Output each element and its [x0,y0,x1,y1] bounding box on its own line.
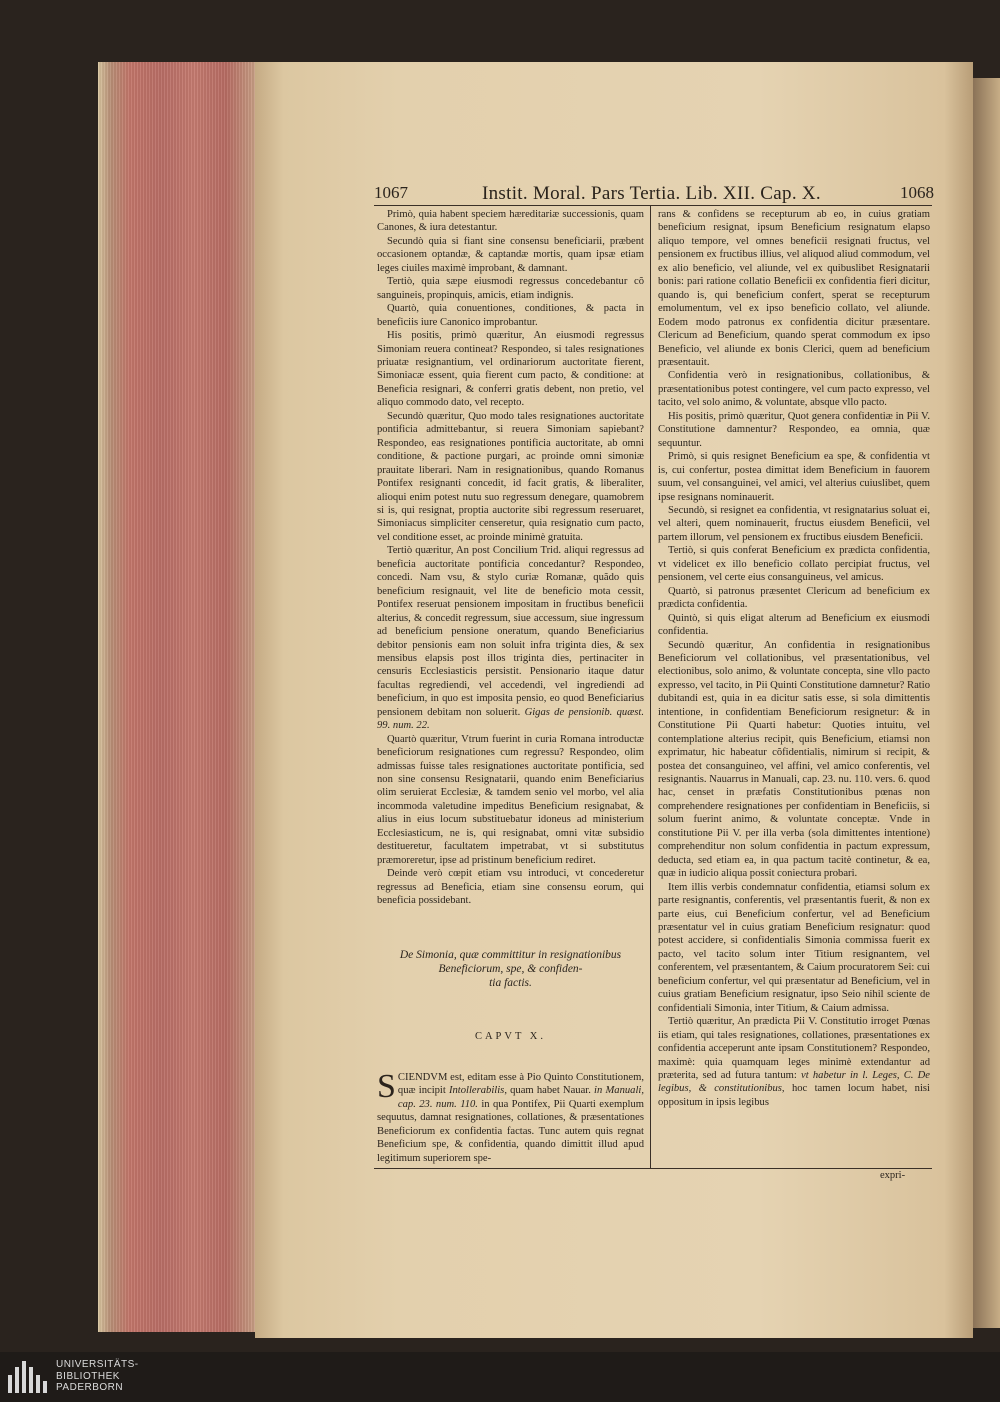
paragraph-text: in qua Pontifex, Pii Quarti exemplum sequutus, damnat resignationes, collationes, & præsentationes Beneficiorum ex confidentia factas. Tunc autem quis regnat Beneficium spe, & confidentia, quando dimittit illud apud legitimum superiorem spe- [377,1098,644,1164]
paragraph: Primò, si quis resignet Beneficium ea spe, & confidentia vt is, cui confertur, postea dimittat idem Beneficium in fauorem suum, vel consanguinei, vel amici, vel alterius cuiuslibet, quem ipse resignans nominauerit. [658,451,930,503]
library-footer [0,1352,1000,1402]
paragraph: Secundò quæritur, An confidentia in resignationibus Beneficiorum vel collationibus, vel præsentationibus, vel electionibus, solo animo, & voluntate concepta, sine vllo pacto expresso, vel tacito, in Pii Quinti Constitutione damnetur? Ratio dubitandi est, quia in ea dicitur satis esse, si sola dimittentis intentione, in confidentiam Beneficiorum resignetur: & in Constitutione Pii Quarti habetur: Quoties intuitu, vel contemplatione alterius recipit, quis Beneficium, etiamsi non exprimatur, hic habeatur cõfidentialis, nimirum si recipit, & postea det consanguineo, vel affini, vel amico conferentis, vel resignantis. Nauarrus in Manuali, cap. 23. nu. 110. vers. 6. quod hac, censet in præfatis Constitutionibus pœnas non comprehendere resignationes per confidentiam in Beneficiis, si solum fuerint animo, & voluntate conceptæ. Vnde in constitutione Pii V. per illa verba (sola dimittentes intentione) comprehenditur non solum confidentia in pactum expressum, deducta, sed etiam ea, in qua pactum tacitè continetur, & ea, quæ in iudicio aliqua possit coniectura probari. [658,639,930,880]
chapter-opening-paragraph [377,1068,644,1165]
library-name-line: PADERBORN [56,1382,124,1393]
library-name-line: BIBLIOTHEK [56,1370,120,1382]
paragraph: Deinde verò cœpit etiam vsu introduci, vt concederetur regressus ad Beneficia, etiam sine consensu eorum, qui beneficia possidebant. [377,868,644,907]
facing-page-edge [973,78,1000,1328]
paragraph: Secundò quæritur, Quo modo tales resignationes auctoritate pontificia admittebantur, si reuera Simoniam sapiebant? Respondeo, eas resignationes pontificia auctoritate, ab omni conditione, & pactione purgari, ac proinde omni simoniæ prauitate liberari. Nam in resignationibus, quando Romanus Pontifex resignanti concedit, id facit gratis, & liberaliter, alioqui enim potest nutu suo regressum denegare, quamobrem si is, qui resignat, proptia auctorite sibi regressum reseruaret, Simoniacus simpliciter censeretur, quia resignatio cum pacto, vel conditione esset, ac proinde minimè gratuita. [377,410,644,543]
running-title: Instit. Moral. Pars Tertia. Lib. XII. Cap. X. [482,183,821,204]
paragraph: Secundò quia si fiant sine consensu beneficiarii, præbent occasionem optandæ, & captandæ mortis, quam ipsæ etiam leges ciuiles maximè improbant, & damnant. [377,235,644,274]
column-divider [650,206,651,1168]
section-heading [377,948,644,990]
paragraph-text: Tertiò quæritur, An prædicta Pii V. Constitutio irroget Pœnas iis etiam, qui tales resignationes, collationes, præsentationes ex confidentia acceperunt ante ipsam Constitutionem? Respondeo, maximè: quia quamquam leges minimè extendantur ad præterita, sed ad futura tantum: [658,1016,930,1081]
library-logo-icon [8,1361,52,1393]
paragraph: Primò, quia habent speciem hæreditariæ successionis, quam Canones, & iura detestantur. [377,209,644,234]
paragraph: rans & confidens se recepturum ab eo, in cuius gratiam beneficium resignat, ipsum Beneficium resignatum elapso aliquo tempore, vel omnes beneficii resignati fructus, vel pensionem ex fructibus illius, vel aliquod aliud commodum, vel ex alio beneficio, vel aliunde, vel ex quibuslibet Resignatarii bonis: pari ratione collatio Beneficii ex confidentia fieri dicitur, quando is, qui beneficium confert, sperat se recepturum emolumentum, vel ex ipso beneficio collato, vel aliunde. Eodem modo patronus ex confidentia dicitur præsentare. Clericum ad Beneficium, quando sperat commodum ex ipso Beneficio, vel aliunde ex bonis Clerici, quem ad beneficium præsentauit. [658,209,930,368]
text-frame [374,205,932,1169]
drop-cap: S [377,1068,396,1106]
catchword: expri- [880,1170,906,1181]
paragraph-text: , quam habet Nauar. [504,1085,595,1097]
paragraph-text: hoc tamen locum habet, nisi oppositum in ipsis legibus [658,1083,930,1108]
page-number-right: 1068 [900,183,934,202]
paragraph: Tertiò, si quis conferat Beneficium ex prædicta confidentia, vt videlicet ex illo beneficio collato percipiat fructus, vel pensionem, vel certe eius consanguineus, vel amicus. [658,545,930,584]
page-edge-texture [98,62,258,1332]
right-column [658,208,930,1109]
left-column [377,208,644,1165]
paragraph: Confidentia verò in resignationibus, collationibus, & præsentationibus potest contingere, vel cum pacto expresso, vel tacito, vel solo animo, & voluntate, absque vllo pacto. [658,370,930,409]
library-name [56,1359,139,1394]
page-header [374,183,934,207]
paragraph: Item illis verbis condemnatur confidentia, etiamsi solum ex parte resignantis, conferentis, vel præsentantis fuerit, & non ex parte eius, cui Beneficium confertur, vel ad Beneficium præsentatur vel in cuius gratiam Beneficium resignatur: quod potest accidere, si confidentialis Simonia commissa fuerit ex pacto, vel tacito solum inter Titium resignantem, vel conferentem, vel præsentantem, & Caium procuratorem Sei: cui beneficium confertur, vel qui præsentatur ad Beneficium, vel in cuius gratiam Beneficium resignatur, ipso Seio nihil sciente de confidentiali Simonia, inter Titium, & Caium admissa. [658,881,930,1014]
citation: Gigas de pensionib. quæst. 99. num. 22. [377,706,644,732]
section-heading-line: tia factis. [489,976,532,989]
book-page-edge [98,62,258,1332]
section-heading-line: Beneficiorum, spe, & confiden- [438,962,583,975]
citation: vt habetur in l. Leges, C. De legibus, & constitutionibus, [658,1070,930,1095]
paragraph: Quartò, quia conuentiones, conditiones, & pacta in beneficiis iure Canonico improbantur. [377,303,644,328]
paragraph-text: est, editam esse à Pio Quinto Constitutionem, quæ incipit [397,1072,644,1097]
constitution-title: Intollerabilis [448,1085,505,1097]
chapter-title: CAPVT X. [474,1030,547,1042]
paragraph: His positis, primò quæritur, An eiusmodi regressus Simoniam reuera contineat? Respondeo, si tales resignationes priuatæ resignantium, vel ordinariorum auctoritate fierent, Simoniacæ essent, quia fierent cum pacto, & conditione: at Beneficia resignari, & conferri gratis debent, non pretio, vel aliquo commodo dato, vel recepto. [377,330,644,409]
citation: in Manuali, cap. 23. num. 110. [397,1085,644,1110]
paragraph-with-citation [658,1015,930,1109]
paragraph-with-citation [377,544,644,732]
paragraph: Quartò, si patronus præsentet Clericum ad beneficium ex prædicta confidentia. [658,585,930,611]
paragraph: Quintò, si quis eligat alterum ad Beneficium ex eiusmodi confidentia. [658,612,930,638]
paragraph: Secundò, si resignet ea confidentia, vt resignatarius soluat ei, vel alteri, quem nominauerit, fructus eiusdem Beneficii, vel partem illorum, vel pensionem ex fructibus eiusdem Beneficii. [658,504,930,543]
library-name-line: UNIVERSITÄTS- [56,1359,139,1370]
paragraph-text: Tertiò quæritur, An post Concilium Trid. aliqui regressus ad beneficia auctoritate pontificia concedantur? Respondeo, concedi. Nam vsu, & stylo curiæ Romanæ, quãdo quis beneficium resignauit, vel lite de beneficio mota cessit, Pontifex reseruat pensionem impositam in fructibus beneficii alterius, & concedit regressum, siue accessum, siue ingressum ad beneficium pensione oneratum, quando Beneficiarius debitor pensionis eam non soluit infra triginta dies, & sex mensibus elapsis post illos triginta dies, pertinaciter in censuris Ecclesiasticis persistit. Pensionario itaque datur facultas regrediendi, vel accedendi, vel ingrediendi ad beneficium, in quo est imposita pensio, eo quod Beneficiarius pensionem debitam non soluerit. [377,545,644,718]
page-number-left: 1067 [374,183,408,202]
paragraph: Tertiò, quia sæpe eiusmodi regressus concedebantur cõ sanguineis, propinquis, amicis, etiam indignis. [377,276,644,301]
lead-capitals: CIENDVM [397,1072,448,1084]
section-heading-line: De Simonia, quæ committitur in resignationibus [399,948,622,961]
paragraph: Quartò quæritur, Vtrum fuerint in curia Romana introductæ beneficiorum resignationes cum regressu? Respondeo, olim admissas fuisse tales resignationes auctoritate pontificia, sed non sine consensu Resignatarii, quando enim Beneficiarius olim seruierat Ecclesiæ, & tamdem senio vel morbo, vel alia incommoda valetudine impeditus Beneficium resignabat, & alius in eius locum substituebatur idoneus ad ministerium Ecclesiasticum, ne is, qui resignabat, omni vitæ subsidio destitueretur, facultatem impetrabat, vt si substitutus præmoreretur, ipse ad pristinum beneficium rediret. [377,733,644,866]
paragraph: His positis, primò quæritur, Quot genera confidentiæ in Pii V. Constitutione damnentur? Respondeo, ea omnia, quæ sequuntur. [658,410,930,449]
